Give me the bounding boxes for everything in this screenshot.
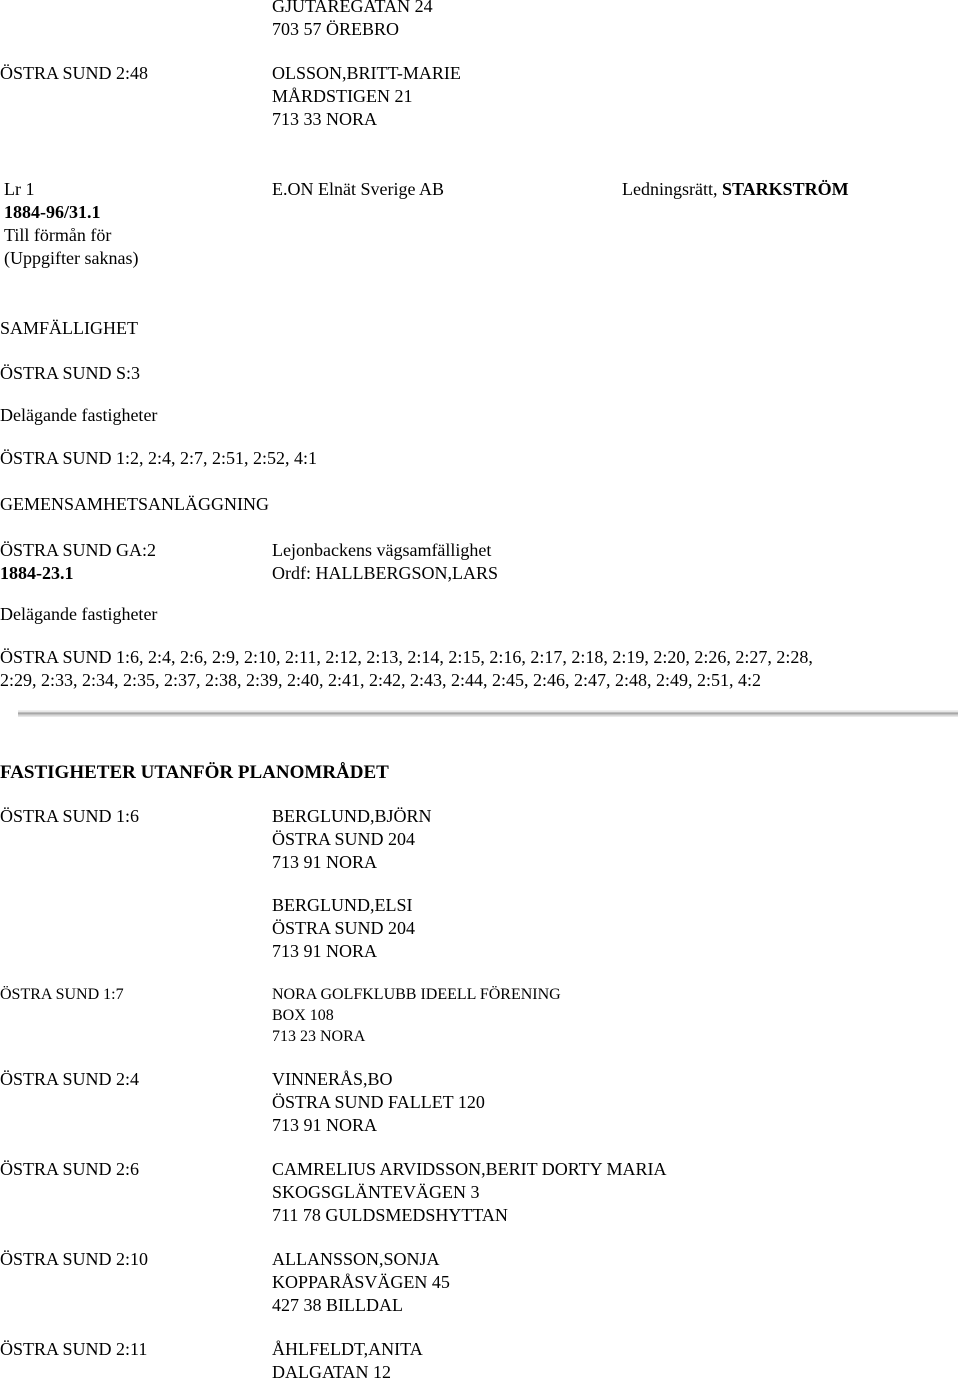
property-label: ÖSTRA SUND 2:11: [0, 1339, 148, 1359]
owner-postal: 713 91 NORA: [272, 852, 378, 872]
ga-number: 1884-23.1: [0, 563, 74, 583]
lr-label: Lr 1: [4, 179, 35, 199]
owner-postal: 713 91 NORA: [272, 1115, 378, 1135]
property-label: ÖSTRA SUND 2:48: [0, 63, 149, 83]
ga-chair: Ordf: HALLBERGSON,LARS: [272, 563, 499, 583]
owner-block: [272, 1338, 423, 1384]
owner-street: MÅRDSTIGEN 21: [272, 86, 413, 106]
property-label: ÖSTRA SUND 2:4: [0, 1069, 140, 1089]
owner-name: BERGLUND,BJÖRN: [272, 806, 432, 826]
lr-for-label: Till förmån för: [4, 225, 112, 245]
owner-street: ÖSTRA SUND 204: [272, 829, 416, 849]
owner-street: ÖSTRA SUND FALLET 120: [272, 1092, 485, 1112]
property-label: ÖSTRA SUND 1:7: [0, 986, 124, 1003]
owner-street: BOX 108: [272, 1007, 334, 1024]
owner-street: ÖSTRA SUND 204: [272, 918, 416, 938]
address-line: 703 57 ÖREBRO: [272, 19, 400, 39]
address-block: [272, 0, 433, 41]
owner-street: DALGATAN 12: [272, 1362, 392, 1382]
owner-block: [272, 984, 561, 1047]
section-heading-ga: GEMENSAMHETSANLÄGGNING: [0, 494, 269, 514]
owner-postal: 713 23 NORA: [272, 1028, 366, 1045]
owner-block: [272, 894, 415, 963]
lr-type-prefix: Ledningsrätt,: [622, 179, 722, 199]
address-line: GJUTAREGATAN 24: [272, 0, 433, 16]
samfallighet-owners-label: Delägande fastigheter: [0, 405, 158, 425]
ga-name: ÖSTRA SUND GA:2: [0, 540, 157, 560]
owner-block: [272, 1068, 485, 1137]
owner-street: SKOGSGLÄNTEVÄGEN 3: [272, 1182, 480, 1202]
owner-block: [272, 805, 432, 874]
owner-block: [272, 1158, 667, 1227]
owner-name: ÅHLFELDT,ANITA: [272, 1339, 423, 1359]
property-label: ÖSTRA SUND 1:6: [0, 806, 140, 826]
samfallighet-owners: ÖSTRA SUND 1:2, 2:4, 2:7, 2:51, 2:52, 4:1: [0, 448, 318, 468]
ga-owners-label: Delägande fastigheter: [0, 604, 158, 624]
owner-block: [272, 1248, 450, 1317]
property-label: ÖSTRA SUND 2:10: [0, 1249, 149, 1269]
lr-number: 1884-96/31.1: [4, 202, 101, 222]
owner-name: OLSSON,BRITT-MARIE: [272, 63, 461, 83]
ga-owners-line: 2:29, 2:33, 2:34, 2:35, 2:37, 2:38, 2:39, 2:40, 2:41, 2:42, 2:43, 2:44, 2:45, 2:46, 2:47, 2:48, 2:49, 2:51, 4:2: [0, 670, 762, 690]
owner-name: ALLANSSON,SONJA: [272, 1249, 440, 1269]
owner-postal: 711 78 GULDSMEDSHYTTAN: [272, 1205, 508, 1225]
owner-name: NORA GOLFKLUBB IDEELL FÖRENING: [272, 986, 561, 1003]
owner-street: KOPPARÅSVÄGEN 45: [272, 1272, 450, 1292]
owner-postal: 427 38 BILLDAL: [272, 1295, 403, 1315]
owner-name: CAMRELIUS ARVIDSSON,BERIT DORTY MARIA: [272, 1159, 667, 1179]
lr-type: [622, 178, 849, 201]
section-heading-outside: FASTIGHETER UTANFÖR PLANOMRÅDET: [0, 762, 389, 783]
lr-type-bold: STARKSTRÖM: [721, 179, 849, 199]
property-label: ÖSTRA SUND 2:6: [0, 1159, 140, 1179]
owner-name: BERGLUND,ELSI: [272, 895, 413, 915]
owner-postal: 713 91 NORA: [272, 941, 378, 961]
owner-name: VINNERÅS,BO: [272, 1069, 393, 1089]
lr-for-value: (Uppgifter saknas): [4, 248, 139, 268]
owner-postal: 713 33 NORA: [272, 109, 378, 129]
ga-association: Lejonbackens vägsamfällighet: [272, 540, 492, 560]
owner-block: [272, 62, 461, 131]
horizontal-rule: [18, 710, 958, 717]
samfallighet-name: ÖSTRA SUND S:3: [0, 363, 141, 383]
lr-holder: E.ON Elnät Sverige AB: [272, 179, 444, 199]
section-heading-samfallighet: SAMFÄLLIGHET: [0, 318, 138, 338]
ga-owners-line: ÖSTRA SUND 1:6, 2:4, 2:6, 2:9, 2:10, 2:11, 2:12, 2:13, 2:14, 2:15, 2:16, 2:17, 2:18, 2:19, 2:20, 2:26, 2:27, 2:28,: [0, 647, 813, 667]
